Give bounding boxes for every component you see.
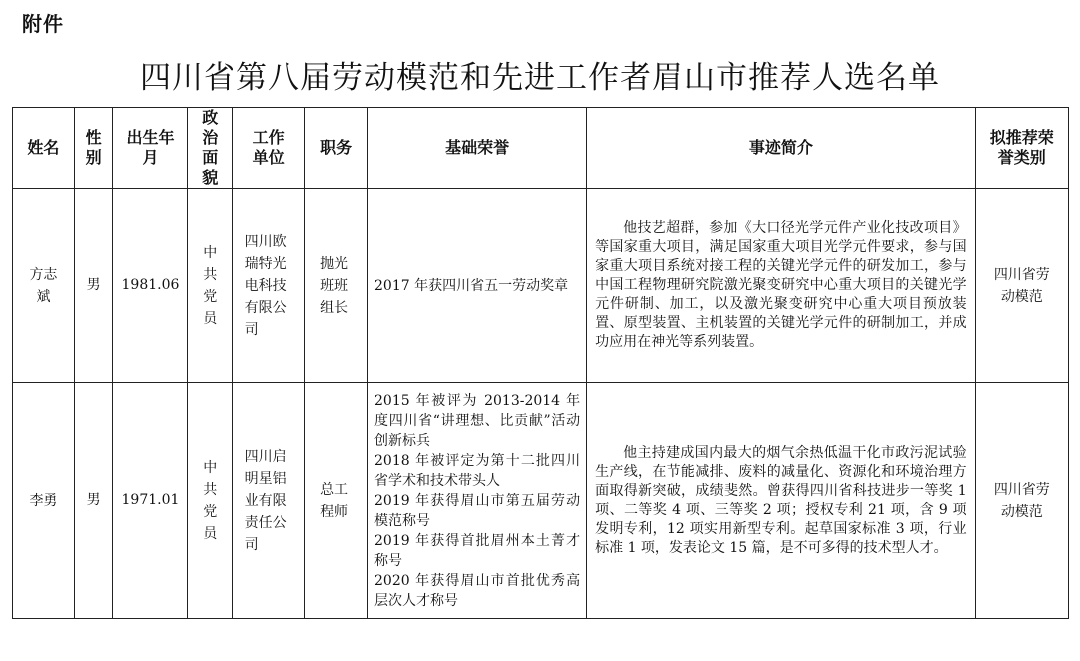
- cell-political: 中共党员: [188, 383, 233, 619]
- cell-gender: 男: [74, 383, 113, 619]
- page-title: 四川省第八届劳动模范和先进工作者眉山市推荐人选名单: [140, 60, 940, 96]
- col-header-birth: 出生年月: [113, 108, 188, 189]
- cell-name: 李勇: [13, 383, 75, 619]
- honor-item: 2018 年被评定为第十二批四川省学术和技术带头人: [374, 452, 581, 489]
- nominee-table: [12, 107, 1069, 619]
- cell-political: 中共党员: [188, 189, 233, 383]
- col-header-position: 职务: [305, 108, 368, 189]
- cell-birth: 1981.06: [113, 189, 188, 383]
- col-header-political: 政治面貌: [188, 108, 233, 189]
- cell-honors: [368, 189, 587, 383]
- cell-deeds: 他主持建成国内最大的烟气余热低温干化市政污泥试验生产线，在节能减排、废料的减量化、资源化和环境治理方面取得新突破，成绩斐然。曾获得四川省科技进步一等奖 1 项、二等奖 4 项、三等奖 2 项；授权专利 21 项，含 9 项发明专利，12 项实用新型专利。起草国家标准 3 项，行业标准 1 项，发表论文 15 篇，是不可多得的技术型人才。: [587, 383, 976, 619]
- honor-item: 2015 年被评为 2013-2014 年度四川省“讲理想、比贡献”活动创新标兵: [374, 392, 581, 449]
- honor-item: 2019 年获得首批眉州本土菁才称号: [374, 532, 581, 569]
- table-row: [13, 189, 1069, 383]
- cell-position: 总工程师: [305, 383, 368, 619]
- attachment-label: 附件: [22, 12, 64, 36]
- cell-position: 抛光班班组长: [305, 189, 368, 383]
- col-header-category: 拟推荐荣誉类别: [975, 108, 1068, 189]
- table-header-row: [13, 108, 1069, 189]
- cell-category: 四川省劳动模范: [975, 383, 1068, 619]
- cell-workplace: 四川启明星铝业有限责任公司: [233, 383, 305, 619]
- honor-item: 2017 年获四川省五一劳动奖章: [374, 277, 569, 294]
- col-header-honors: 基础荣誉: [368, 108, 587, 189]
- cell-workplace: 四川欧瑞特光电科技有限公司: [233, 189, 305, 383]
- honor-item: 2019 年获得眉山市第五届劳动模范称号: [374, 492, 581, 529]
- cell-birth: 1971.01: [113, 383, 188, 619]
- col-header-workplace: 工作单位: [233, 108, 305, 189]
- cell-name: 方志斌: [13, 189, 75, 383]
- cell-deeds: 他技艺超群，参加《大口径光学元件产业化技改项目》等国家重大项目，满足国家重大项目光学元件要求，参与国家重大项目系统对接工程的关键光学元件的研发加工，参与中国工程物理研究院激光聚变研究中心重大项目的关键光学元件研制、加工，以及激光聚变研究中心重大项目预放装置、原型装置、主机装置的关键光学元件的研制加工，并成功应用在神光等系列装置。: [587, 189, 976, 383]
- table-row: [13, 383, 1069, 619]
- col-header-name: 姓名: [13, 108, 75, 189]
- cell-gender: 男: [74, 189, 113, 383]
- cell-category: 四川省劳动模范: [975, 189, 1068, 383]
- honor-item: 2020 年获得眉山市首批优秀高层次人才称号: [374, 572, 581, 609]
- cell-honors: [368, 383, 587, 619]
- col-header-gender: 性别: [74, 108, 113, 189]
- col-header-deeds: 事迹简介: [587, 108, 976, 189]
